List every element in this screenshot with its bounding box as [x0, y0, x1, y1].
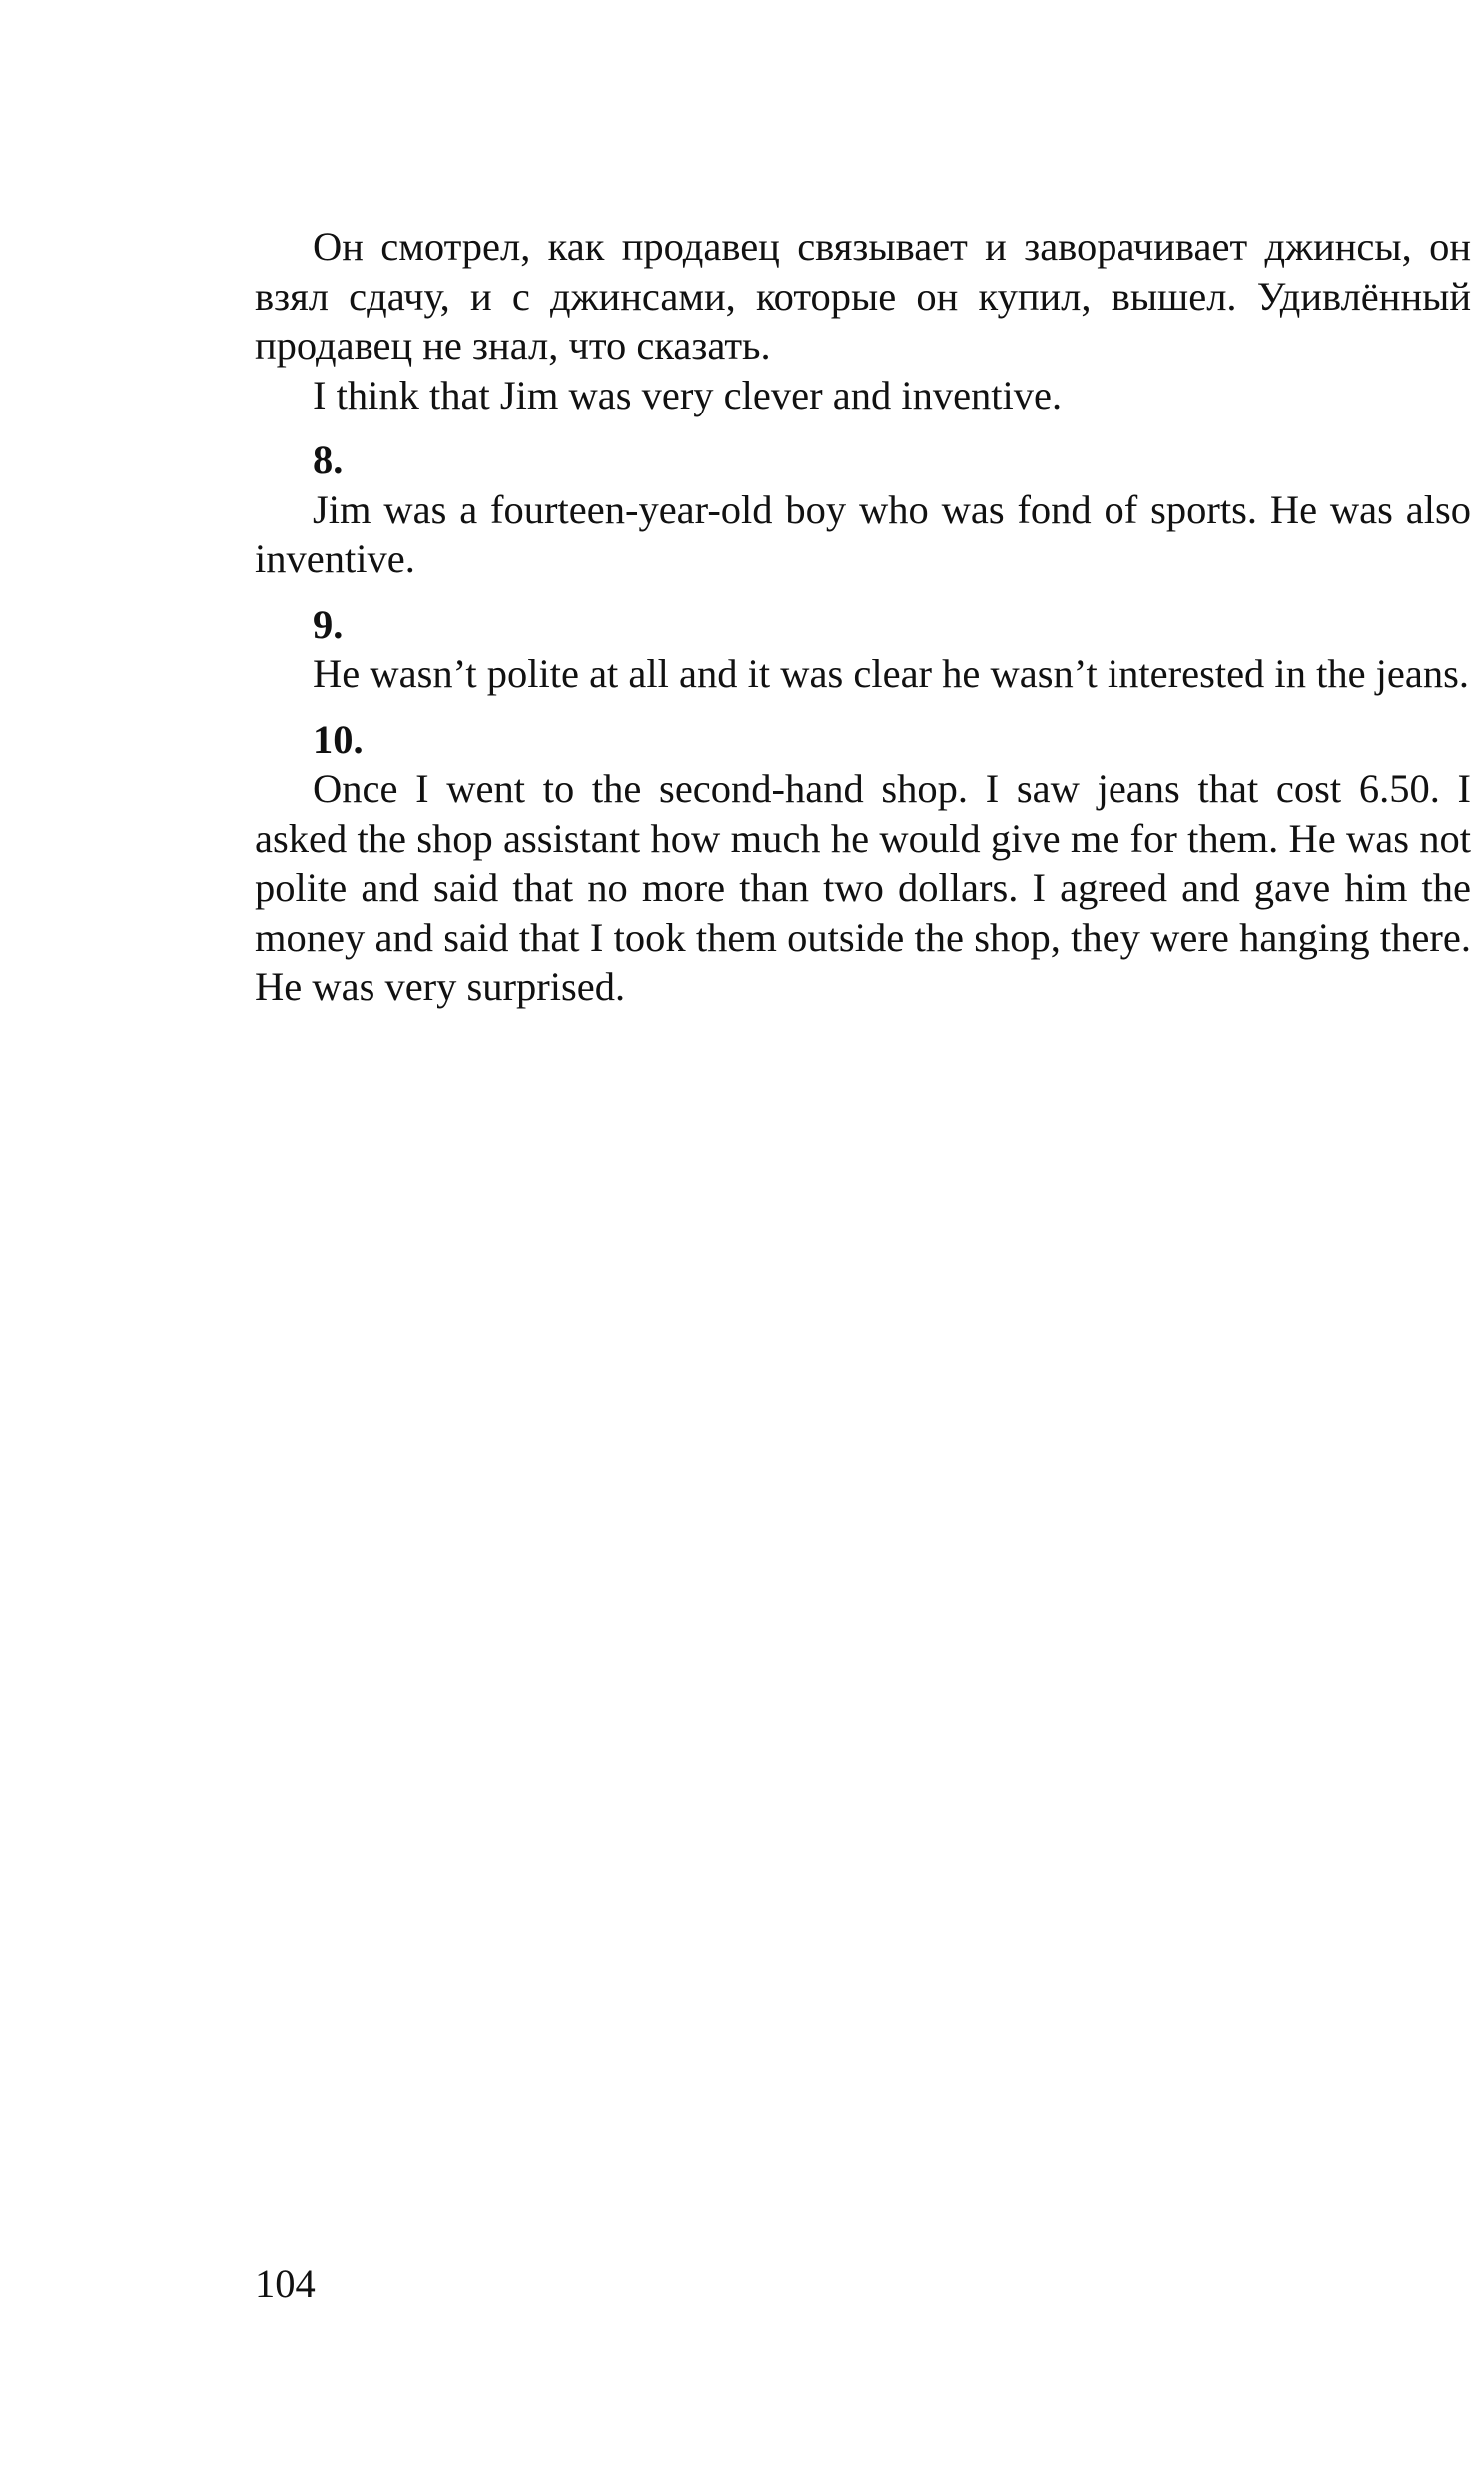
- exercise-number-9: 9.: [313, 601, 344, 647]
- exercise-answer-8: Jim was a fourteen-year-old boy who was fond of sports. He was also inventive.: [255, 486, 1471, 581]
- page-body: [255, 222, 1471, 1012]
- exercise-answer-9: He wasn’t polite at all and it was clear he wasn’t interested in the jeans.: [313, 651, 1470, 696]
- exercise-number-10: 10.: [313, 716, 364, 762]
- page-number: 104: [255, 2261, 316, 2306]
- paragraph-opinion: I think that Jim was very clever and inventive.: [313, 372, 1063, 417]
- exercise-answer-10: Once I went to the second-hand shop. I saw jeans that cost 6.50. I asked the shop assistant how much he would give me for them. He was not polite and said that no more than two dollars. I agreed and gave him the money and said that I took them outside the shop, they were hanging there. He was very surprised.: [255, 766, 1471, 1009]
- exercise-number-8: 8.: [313, 437, 344, 482]
- paragraph-russian-translation: Он смотрел, как продавец связывает и заворачивает джинсы, он взял сдачу, и с джинсами, которые он купил, вышел. Удивлённый продавец не знал, что сказать.: [255, 224, 1471, 368]
